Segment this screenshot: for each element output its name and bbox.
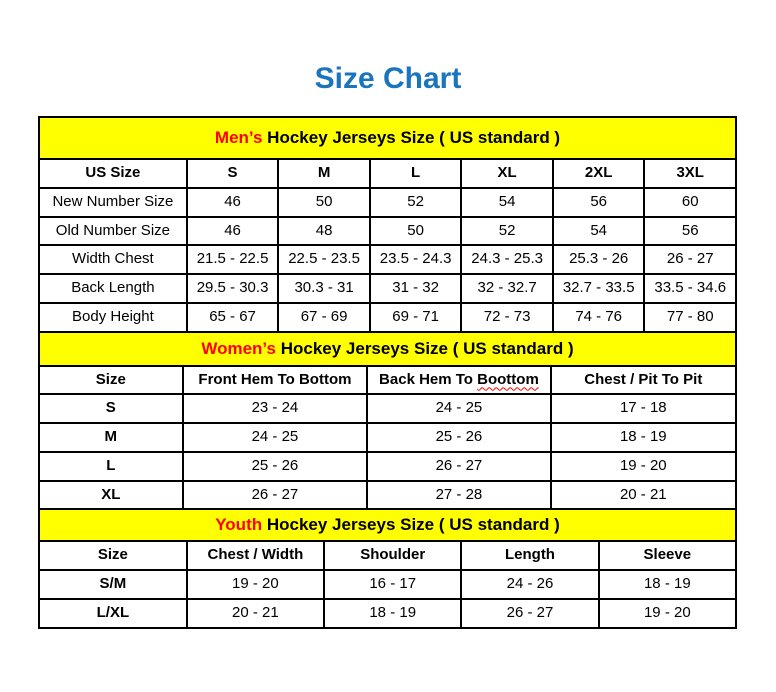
column-header: M (278, 159, 370, 188)
table-cell: 18 - 19 (324, 599, 461, 628)
table-row (39, 188, 736, 217)
table-cell: 50 (370, 217, 462, 246)
table-cell: 26 - 27 (644, 245, 736, 274)
table-cell: 32 - 32.7 (461, 274, 553, 303)
column-header: US Size (39, 159, 187, 188)
womens-label-rest: Hockey Jerseys Size ( US standard ) (275, 338, 574, 358)
table-cell: 46 (187, 188, 279, 217)
column-header: Length (461, 541, 598, 570)
table-cell: 72 - 73 (461, 303, 553, 332)
column-header: 2XL (553, 159, 645, 188)
table-row (39, 274, 736, 303)
column-header: L (370, 159, 462, 188)
table-cell: 24 - 26 (461, 570, 598, 599)
mens-size-table (38, 158, 737, 333)
column-header: Chest / Width (187, 541, 324, 570)
header-row (39, 541, 736, 570)
table-cell: 56 (553, 188, 645, 217)
table-cell: 25.3 - 26 (553, 245, 645, 274)
table-cell: 19 - 20 (187, 570, 324, 599)
table-cell: 56 (644, 217, 736, 246)
table-cell: 77 - 80 (644, 303, 736, 332)
column-header: Front Hem To Bottom (183, 366, 368, 395)
youth-label-highlight: Youth (215, 515, 263, 535)
womens-size-table (38, 365, 737, 511)
misspelled-word: Boottom (477, 370, 539, 388)
row-label: L (39, 452, 183, 481)
table-row (39, 394, 736, 423)
table-row (39, 245, 736, 274)
column-header: XL (461, 159, 553, 188)
table-cell: 31 - 32 (370, 274, 462, 303)
table-cell: 26 - 27 (367, 452, 550, 481)
table-row (39, 303, 736, 332)
row-label: S (39, 394, 183, 423)
row-label: S/M (39, 570, 187, 599)
table-cell: 50 (278, 188, 370, 217)
table-cell: 46 (187, 217, 279, 246)
table-cell: 18 - 19 (551, 423, 736, 452)
womens-label-highlight: Women’s (201, 338, 276, 358)
column-header: S (187, 159, 279, 188)
table-cell: 23.5 - 24.3 (370, 245, 462, 274)
mens-section (38, 116, 737, 333)
table-cell: 30.3 - 31 (278, 274, 370, 303)
row-label: Body Height (39, 303, 187, 332)
row-label: Old Number Size (39, 217, 187, 246)
table-cell: 60 (644, 188, 736, 217)
table-cell: 24 - 25 (183, 423, 368, 452)
column-header: Sleeve (599, 541, 736, 570)
table-cell: 33.5 - 34.6 (644, 274, 736, 303)
row-label: XL (39, 481, 183, 510)
row-label: Width Chest (39, 245, 187, 274)
table-cell: 52 (461, 217, 553, 246)
table-cell: 21.5 - 22.5 (187, 245, 279, 274)
row-label: M (39, 423, 183, 452)
table-cell: 19 - 20 (551, 452, 736, 481)
table-cell: 23 - 24 (183, 394, 368, 423)
table-cell: 26 - 27 (183, 481, 368, 510)
table-row (39, 423, 736, 452)
column-header: Back Hem To Boottom (367, 366, 550, 395)
table-cell: 69 - 71 (370, 303, 462, 332)
mens-label-highlight: Men’s (214, 128, 263, 147)
table-cell: 29.5 - 30.3 (187, 274, 279, 303)
table-cell: 67 - 69 (278, 303, 370, 332)
table-cell: 26 - 27 (461, 599, 598, 628)
header-row (39, 159, 736, 188)
womens-section (38, 331, 737, 511)
youth-size-table (38, 540, 737, 628)
table-cell: 18 - 19 (599, 570, 736, 599)
table-cell: 48 (278, 217, 370, 246)
row-label: New Number Size (39, 188, 187, 217)
mens-label-rest: Hockey Jerseys Size ( US standard ) (262, 128, 561, 147)
table-cell: 65 - 67 (187, 303, 279, 332)
column-header: Size (39, 541, 187, 570)
table-cell: 27 - 28 (367, 481, 550, 510)
womens-section-header (38, 331, 737, 367)
column-header: Size (39, 366, 183, 395)
tables-container (38, 116, 737, 629)
row-label: Back Length (39, 274, 187, 303)
table-row (39, 217, 736, 246)
youth-section (38, 508, 737, 628)
table-row (39, 599, 736, 628)
table-cell: 25 - 26 (183, 452, 368, 481)
table-cell: 54 (553, 217, 645, 246)
table-row (39, 481, 736, 510)
column-header: 3XL (644, 159, 736, 188)
table-cell: 22.5 - 23.5 (278, 245, 370, 274)
table-row (39, 570, 736, 599)
table-cell: 52 (370, 188, 462, 217)
table-cell: 74 - 76 (553, 303, 645, 332)
table-cell: 25 - 26 (367, 423, 550, 452)
page-title: Size Chart (314, 62, 462, 95)
table-cell: 54 (461, 188, 553, 217)
table-cell: 24.3 - 25.3 (461, 245, 553, 274)
table-cell: 16 - 17 (324, 570, 461, 599)
table-cell: 20 - 21 (187, 599, 324, 628)
table-cell: 20 - 21 (551, 481, 736, 510)
mens-section-header (38, 116, 737, 160)
row-label: L/XL (39, 599, 187, 628)
youth-label-rest: Hockey Jerseys Size ( US standard ) (262, 515, 560, 535)
table-cell: 19 - 20 (599, 599, 736, 628)
table-cell: 24 - 25 (367, 394, 550, 423)
table-cell: 17 - 18 (551, 394, 736, 423)
column-header: Chest / Pit To Pit (551, 366, 736, 395)
column-header: Shoulder (324, 541, 461, 570)
header-row (39, 366, 736, 395)
table-row (39, 452, 736, 481)
youth-section-header (38, 508, 737, 542)
table-cell: 32.7 - 33.5 (553, 274, 645, 303)
